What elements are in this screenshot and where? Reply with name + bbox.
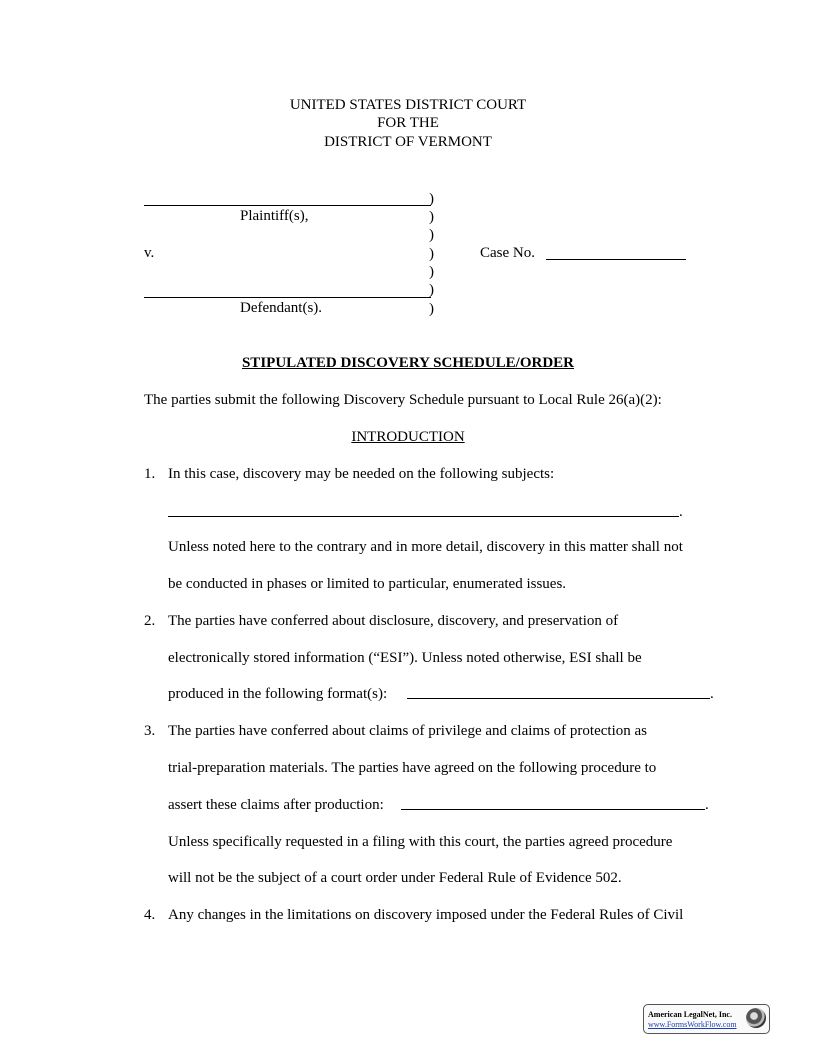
item-1-line-4: be conducted in phases or limited to particular, enumerated issues. — [168, 576, 567, 592]
caption-paren: ) — [429, 209, 434, 225]
item-1-line-3: Unless noted here to the contrary and in more detail, discovery in this matter shall not — [168, 539, 683, 555]
publisher-website-link[interactable]: www.FormsWorkFlow.com — [648, 1020, 737, 1029]
item-3-line-5: will not be the subject of a court order under Federal Rule of Evidence 502. — [168, 870, 622, 886]
item-number: 4. — [144, 907, 156, 923]
caption-paren: ) — [429, 301, 434, 317]
item-3-period: . — [705, 797, 709, 813]
item-1-line-1: In this case, discovery may be needed on the following subjects: — [168, 466, 555, 482]
item-2-line-1: The parties have conferred about disclosure, discovery, and preservation of — [168, 613, 619, 629]
court-for-the: FOR THE — [377, 115, 439, 131]
item-1-period: . — [679, 504, 683, 520]
publisher-badge[interactable] — [643, 1004, 770, 1034]
defendant-line[interactable] — [144, 297, 431, 298]
privilege-procedure-field[interactable] — [401, 809, 705, 810]
item-3-line-1: The parties have conferred about claims of privilege and claims of protection as — [168, 723, 647, 739]
item-2-line-2: electronically stored information (“ESI”). Unless noted otherwise, ESI shall be — [168, 650, 642, 666]
case-number-label: Case No. — [480, 245, 535, 261]
caption-paren: ) — [429, 264, 434, 280]
defendant-label: Defendant(s). — [240, 300, 323, 316]
item-3-line-3: assert these claims after production: — [168, 797, 384, 813]
publisher-name: American LegalNet, Inc. — [648, 1010, 732, 1019]
item-2-period: . — [710, 686, 714, 702]
case-number-field[interactable] — [546, 259, 686, 260]
versus-label: v. — [144, 245, 155, 261]
plaintiff-label: Plaintiff(s), — [240, 208, 309, 224]
caption-paren: ) — [429, 227, 434, 243]
item-number: 2. — [144, 613, 156, 629]
caption-paren: ) — [429, 246, 434, 262]
intro-sentence: The parties submit the following Discovery Schedule pursuant to Local Rule 26(a)(2): — [144, 392, 662, 408]
item-number: 3. — [144, 723, 156, 739]
subjects-field[interactable] — [168, 516, 679, 517]
esi-format-field[interactable] — [407, 698, 710, 699]
plaintiff-line[interactable] — [144, 205, 431, 206]
item-2-line-3: produced in the following format(s): — [168, 686, 388, 702]
item-3-line-2: trial-preparation materials. The parties have agreed on the following procedure to — [168, 760, 657, 776]
court-district: DISTRICT OF VERMONT — [324, 134, 492, 150]
section-heading: INTRODUCTION — [351, 429, 465, 445]
item-number: 1. — [144, 466, 156, 482]
court-name: UNITED STATES DISTRICT COURT — [289, 97, 527, 113]
caption-paren: ) — [429, 191, 434, 207]
document-title: STIPULATED DISCOVERY SCHEDULE/ORDER — [241, 355, 575, 371]
item-4-line-1: Any changes in the limitations on discovery imposed under the Federal Rules of Civil — [168, 907, 684, 923]
item-3-line-4: Unless specifically requested in a filing with this court, the parties agreed procedure — [168, 834, 673, 850]
publisher-logo-icon — [746, 1008, 766, 1028]
caption-paren: ) — [429, 282, 434, 298]
